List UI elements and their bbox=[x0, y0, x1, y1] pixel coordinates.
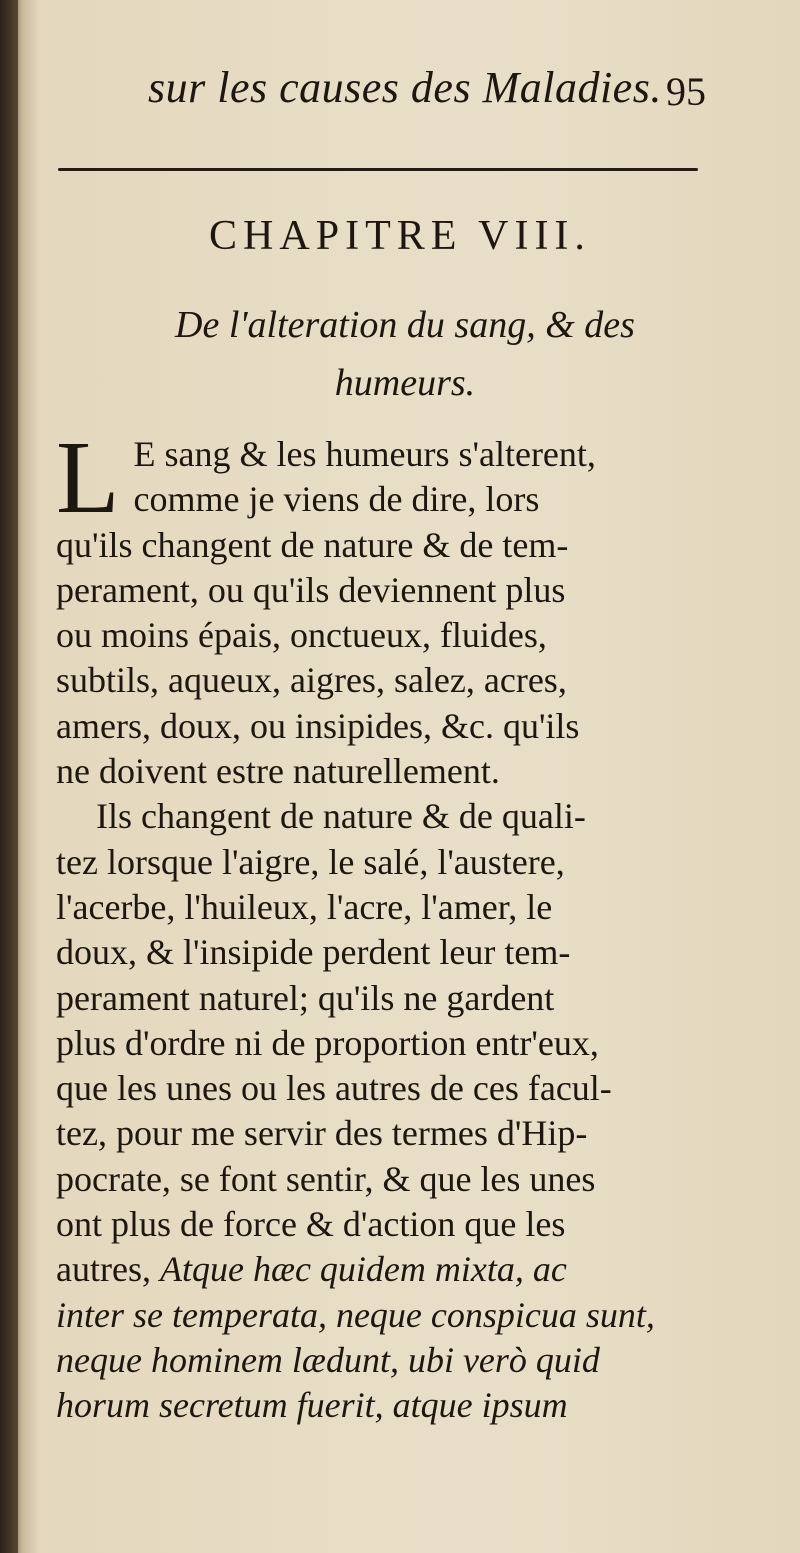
chapter-subtitle-line-1: De l'alteration du sang, & des bbox=[175, 304, 635, 346]
body-line: doux, & l'insipide perdent leur tem- bbox=[56, 932, 571, 973]
body-line: ne doivent estre naturellement. bbox=[56, 751, 500, 792]
latin-quote-line: inter se temperata, neque conspicua sunt, bbox=[56, 1294, 655, 1335]
body-line: plus d'ordre ni de proportion entr'eux, bbox=[56, 1022, 599, 1063]
body-line: pocrate, se font sentir, & que les unes bbox=[56, 1158, 596, 1199]
page-header bbox=[148, 62, 728, 122]
latin-quote-start: Atque hæc quidem mixta, ac bbox=[159, 1249, 567, 1290]
body-line: subtils, aqueux, aigres, salez, acres, bbox=[56, 660, 567, 701]
chapter-subtitle-line-2: humeurs. bbox=[334, 362, 476, 404]
body-line: l'acerbe, l'huileux, l'acre, l'amer, le bbox=[56, 886, 553, 927]
body-line: que les unes ou les autres de ces facul- bbox=[56, 1068, 612, 1109]
body-line: tez, pour me servir des termes d'Hip- bbox=[56, 1113, 588, 1154]
body-line: Ils changent de nature & de quali- bbox=[96, 796, 586, 837]
latin-quote-line: neque hominem lædunt, ubi verò quid bbox=[56, 1339, 600, 1380]
body-line: perament, ou qu'ils deviennent plus bbox=[56, 569, 566, 610]
body-line: ont plus de force & d'action que les bbox=[56, 1204, 566, 1245]
page-number: 95 bbox=[666, 69, 706, 114]
body-line: amers, doux, ou insipides, &c. qu'ils bbox=[56, 705, 580, 746]
body-line: ou moins épais, onctueux, fluides, bbox=[56, 615, 547, 656]
body-line: E sang & les humeurs s'alterent, bbox=[133, 434, 596, 474]
body-line: tez lorsque l'aigre, le salé, l'austere, bbox=[56, 841, 565, 882]
chapter-subtitle bbox=[60, 296, 750, 412]
drop-cap: L bbox=[56, 420, 120, 535]
body-text bbox=[56, 420, 716, 1429]
body-line-mixed bbox=[56, 1247, 716, 1292]
body-line: perament naturel; qu'ils ne gardent bbox=[56, 977, 555, 1018]
header-rule bbox=[58, 168, 698, 171]
latin-quote-line: horum secretum fuerit, atque ipsum bbox=[56, 1385, 568, 1426]
body-line: autres, bbox=[56, 1249, 151, 1290]
body-line: qu'ils changent de nature & de tem- bbox=[56, 524, 569, 565]
running-title: sur les causes des Maladies. bbox=[148, 63, 662, 112]
chapter-title: CHAPITRE VIII. bbox=[209, 213, 591, 259]
body-line: comme je viens de dire, lors bbox=[133, 479, 540, 520]
